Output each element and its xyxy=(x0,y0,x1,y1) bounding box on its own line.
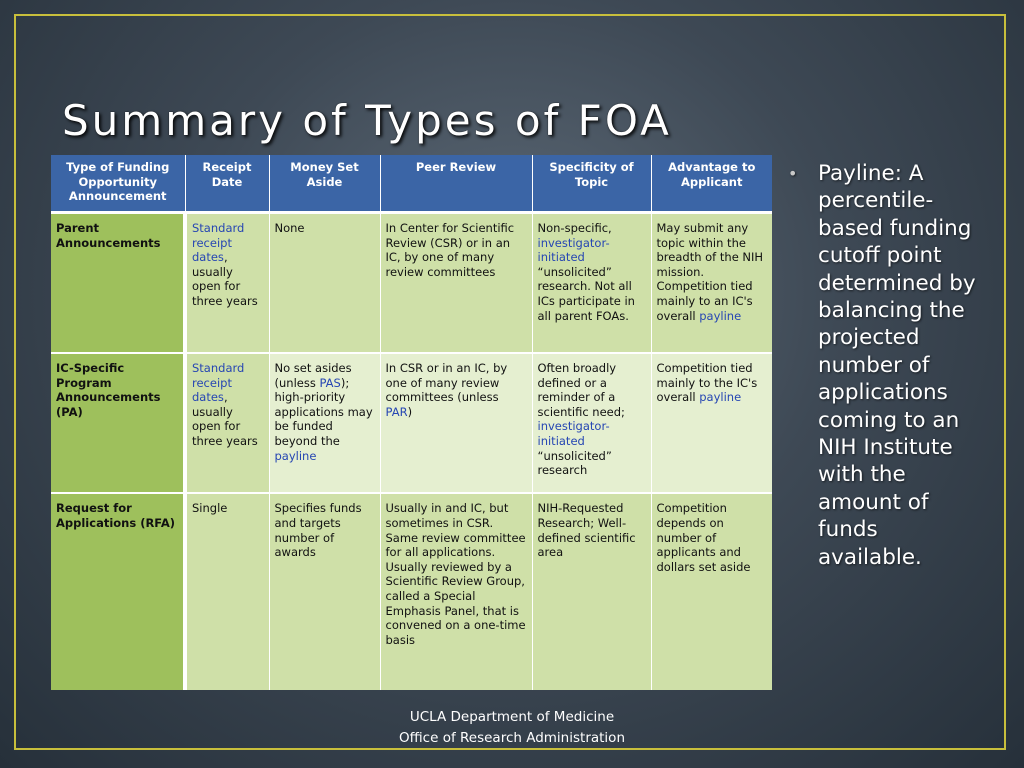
footer-line-2: Office of Research Administration xyxy=(399,730,625,746)
table-row xyxy=(51,213,772,353)
cell-text: No set asides (unless xyxy=(274,360,352,390)
cell-specificity xyxy=(532,213,651,353)
cell-advantage xyxy=(651,353,772,493)
table-header-row xyxy=(51,155,772,213)
link-investigator-initiated[interactable]: investigator-initiated xyxy=(537,419,610,448)
row-header-rfa: Request for Applications (RFA) xyxy=(51,493,185,690)
cell-money: Specifies funds and targets number of awards xyxy=(269,493,380,690)
cell-text: ) xyxy=(407,404,413,419)
cell-peer: Usually in and IC, but sometimes in CSR. Same review committee for all applications. Usually reviewed by a Scientific Review Group, called a Special Emphasis Panel, that is convened on a one-time basis xyxy=(380,493,532,690)
col-header-specificity: Specificity of Topic xyxy=(532,155,651,213)
link-payline[interactable]: payline xyxy=(699,308,742,323)
link-payline[interactable]: payline xyxy=(699,390,742,405)
cell-peer: In Center for Scientific Review (CSR) or in an IC, by one of many review committees xyxy=(380,213,532,353)
slide-footer xyxy=(362,707,662,749)
link-standard-receipt-dates[interactable]: Standard receipt dates xyxy=(192,221,245,265)
link-par[interactable]: PAR xyxy=(385,404,408,419)
cell-receipt xyxy=(185,213,269,353)
cell-advantage xyxy=(651,213,772,353)
bullet-list xyxy=(786,160,986,571)
table-row xyxy=(51,353,772,493)
col-header-advantage: Advantage to Applicant xyxy=(651,155,772,213)
cell-text: May submit any topic within the breadth of the NIH mission. Competition tied mainly to an IC's overall xyxy=(656,221,764,323)
link-payline[interactable]: payline xyxy=(274,448,317,463)
link-standard-receipt-dates[interactable]: Standard receipt dates xyxy=(192,360,245,405)
row-header-pa: IC-Specific Program Announcements (PA) xyxy=(51,353,185,493)
cell-receipt: Single xyxy=(185,493,269,690)
col-header-peer-review: Peer Review xyxy=(380,155,532,213)
cell-advantage: Competition depends on number of applicants and dollars set aside xyxy=(651,493,772,690)
cell-specificity xyxy=(532,353,651,493)
cell-money: None xyxy=(269,213,380,353)
bullet-dot-icon: • xyxy=(788,164,798,183)
link-pas[interactable]: PAS xyxy=(319,375,341,390)
footer-line-1: UCLA Department of Medicine xyxy=(409,709,615,725)
cell-text: “unsolicited” research xyxy=(537,448,612,478)
bullet-item xyxy=(786,160,986,571)
cell-text: Non-specific, xyxy=(537,221,612,235)
cell-money xyxy=(269,353,380,493)
cell-text: In CSR or in an IC, by one of many review committees (unless xyxy=(385,360,508,405)
link-investigator-initiated[interactable]: investigator-initiated xyxy=(537,235,610,265)
cell-text: “unsolicited” research. Not all ICs participate in all parent FOAs. xyxy=(537,264,635,323)
cell-text: ); high-priority applications may be funded beyond the xyxy=(274,375,373,448)
cell-peer xyxy=(380,353,532,493)
col-header-type: Type of Funding Opportunity Announcement xyxy=(51,155,185,213)
foa-summary-table xyxy=(51,155,772,690)
col-header-receipt-date: Receipt Date xyxy=(185,155,269,213)
table-row xyxy=(51,493,772,690)
cell-text: , usually open for three years xyxy=(192,390,258,448)
cell-text: Often broadly defined or a reminder of a scientific need; xyxy=(537,360,625,419)
cell-text: , usually open for three years xyxy=(192,250,258,308)
row-header-parent: Parent Announcements xyxy=(51,213,185,353)
cell-text: Competition tied mainly to the IC's overall xyxy=(656,360,758,405)
cell-specificity: NIH-Requested Research; Well-defined scientific area xyxy=(532,493,651,690)
col-header-money-set-aside: Money Set Aside xyxy=(269,155,380,213)
slide-title: Summary of Types of FOA xyxy=(62,96,672,145)
cell-receipt xyxy=(185,353,269,493)
bullet-text-payline: Payline: A percentile-based funding cutoff point determined by balancing the projected number of applications coming to an NIH Institute with the amount of funds available. xyxy=(818,161,976,570)
